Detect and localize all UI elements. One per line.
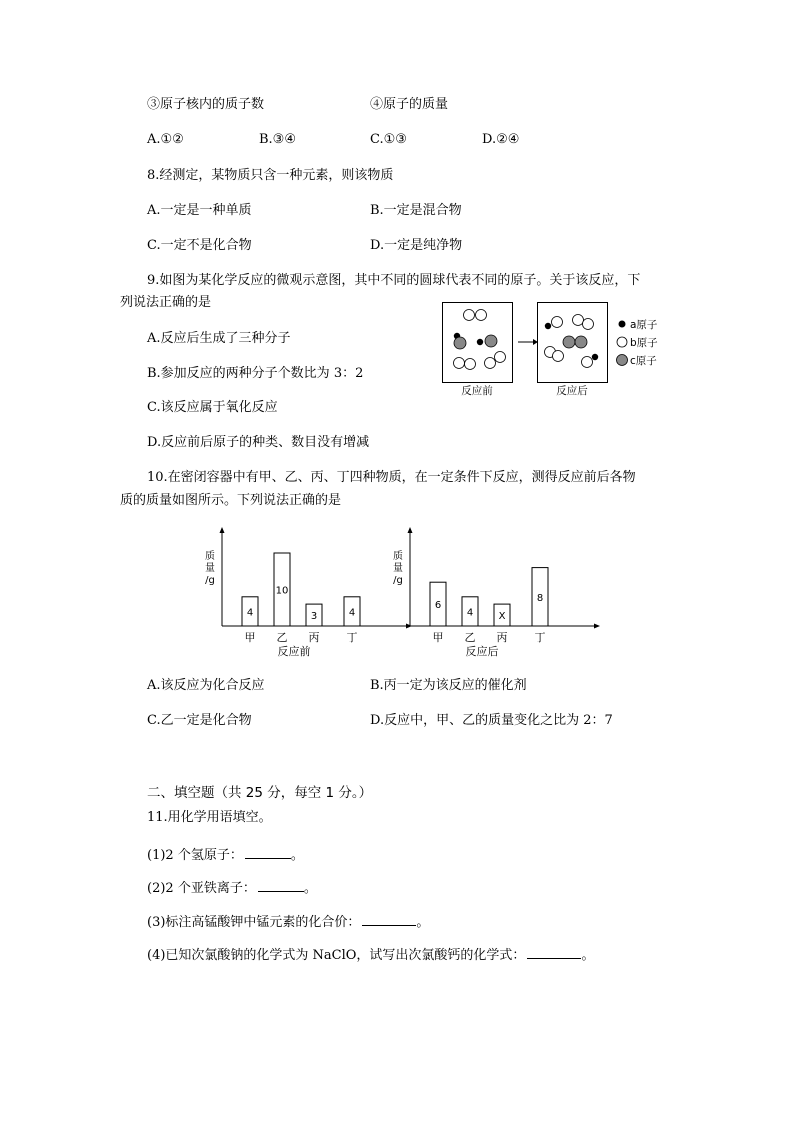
bar-data-label: 3	[310, 611, 318, 623]
category-label: 甲	[432, 631, 444, 644]
q7-option-b: B.③④	[259, 132, 296, 147]
q9-option-a: A.反应后生成了三种分子	[147, 331, 291, 346]
answer-blank-2[interactable]	[258, 879, 304, 892]
bar-data-label: 4	[466, 607, 474, 619]
x-axis-arrow	[594, 624, 600, 629]
q11-part1-text: (1)2 个氢原子：	[147, 848, 243, 863]
y-axis-label-part: 质	[205, 551, 215, 562]
y-axis-label-part: /g	[393, 575, 403, 586]
bar-data-label: 8	[536, 592, 544, 604]
chart-caption: 反应前	[277, 645, 311, 658]
q8-option-c: C.一定不是化合物	[147, 238, 252, 253]
category-label: 丁	[534, 631, 546, 644]
category-label: 乙	[276, 631, 288, 644]
y-axis-label-part: 量	[205, 563, 215, 574]
answer-blank-1[interactable]	[245, 846, 291, 859]
q10-stem-line2: 质的质量如图所示。下列说法正确的是	[120, 493, 342, 508]
q8-option-a: A.一定是一种单质	[147, 203, 252, 218]
legend-a: a原子	[630, 319, 658, 331]
y-axis-label-part: 量	[393, 563, 403, 574]
q11-part3	[147, 913, 429, 931]
q10-option-d: D.反应中，甲、乙的质量变化之比为 2：7	[370, 713, 613, 728]
end-mark: 。	[303, 881, 317, 896]
q10-option-c: C.乙一定是化合物	[147, 713, 252, 728]
end-mark: 。	[290, 848, 304, 863]
after-label: 反应后	[556, 385, 588, 397]
bar-data-label: X	[498, 611, 506, 623]
y-axis-label-part: /g	[205, 575, 215, 586]
q9-stem-line2: 列说法正确的是	[120, 295, 212, 310]
q7-item-3: ③原子核内的质子数	[147, 97, 265, 112]
y-axis-arrow	[220, 527, 225, 533]
q10-option-a: A.该反应为化合反应	[147, 678, 265, 693]
category-label: 丙	[496, 631, 508, 644]
category-label: 丁	[346, 631, 358, 644]
q9-reaction-diagram	[440, 300, 670, 400]
after-molecules	[545, 315, 599, 368]
q11-part2-text: (2)2 个亚铁离子：	[147, 881, 256, 896]
q8-option-b: B.一定是混合物	[370, 203, 462, 218]
q10-stem-line1: 10.在密闭容器中有甲、乙、丙、丁四种物质，在一定条件下反应，测得反应前后各物	[147, 470, 636, 485]
q11-stem: 11.用化学用语填空。	[147, 810, 272, 825]
y-axis-arrow	[408, 527, 413, 533]
q11-part4-text: (4)已知次氯酸钠的化学式为 NaClO，试写出次氯酸钙的化学式：	[147, 948, 526, 963]
q7-option-d: D.②④	[482, 132, 520, 147]
q10-option-b: B.丙一定为该反应的催化剂	[370, 678, 527, 693]
legend-b: b原子	[630, 337, 658, 349]
end-mark: 。	[581, 948, 595, 963]
answer-blank-4[interactable]	[527, 946, 581, 959]
q10-mass-charts	[200, 525, 600, 660]
q8-stem: 8.经测定，某物质只含一种元素，则该物质	[147, 168, 394, 183]
end-mark: 。	[416, 915, 430, 930]
category-label: 丙	[308, 631, 320, 644]
legend-c: c原子	[630, 355, 657, 367]
section2-heading: 二、填空题（共 25 分，每空 1 分。）	[147, 785, 373, 801]
q11-part1	[147, 846, 304, 864]
q9-option-d: D.反应前后原子的种类、数目没有增减	[147, 435, 370, 450]
answer-blank-3[interactable]	[362, 913, 416, 926]
q9-stem-line1: 9.如图为某化学反应的微观示意图，其中不同的圆球代表不同的原子。关于该反应，下	[147, 273, 641, 288]
q11-part4	[147, 946, 594, 964]
category-label: 甲	[244, 631, 256, 644]
q8-option-d: D.一定是纯净物	[370, 238, 463, 253]
y-axis-label-part: 质	[393, 551, 403, 562]
bar-data-label: 4	[348, 607, 356, 619]
q9-option-c: C.该反应属于氧化反应	[147, 400, 278, 415]
bar-data-label: 6	[434, 600, 442, 612]
before-molecules	[454, 310, 506, 370]
q11-part3-text: (3)标注高锰酸钾中锰元素的化合价：	[147, 915, 361, 930]
q7-option-c: C.①③	[370, 132, 407, 147]
legend	[617, 319, 659, 367]
q7-option-a: A.①②	[147, 132, 184, 147]
q7-item-4: ④原子的质量	[370, 97, 449, 112]
q9-option-b: B.参加反应的两种分子个数比为 3：2	[147, 366, 364, 381]
before-label: 反应前	[461, 385, 493, 397]
q11-part2	[147, 879, 317, 897]
category-label: 乙	[464, 631, 476, 644]
chart-caption: 反应后	[465, 645, 499, 658]
bar-data-label: 10	[275, 585, 289, 597]
bar-data-label: 4	[246, 607, 254, 619]
